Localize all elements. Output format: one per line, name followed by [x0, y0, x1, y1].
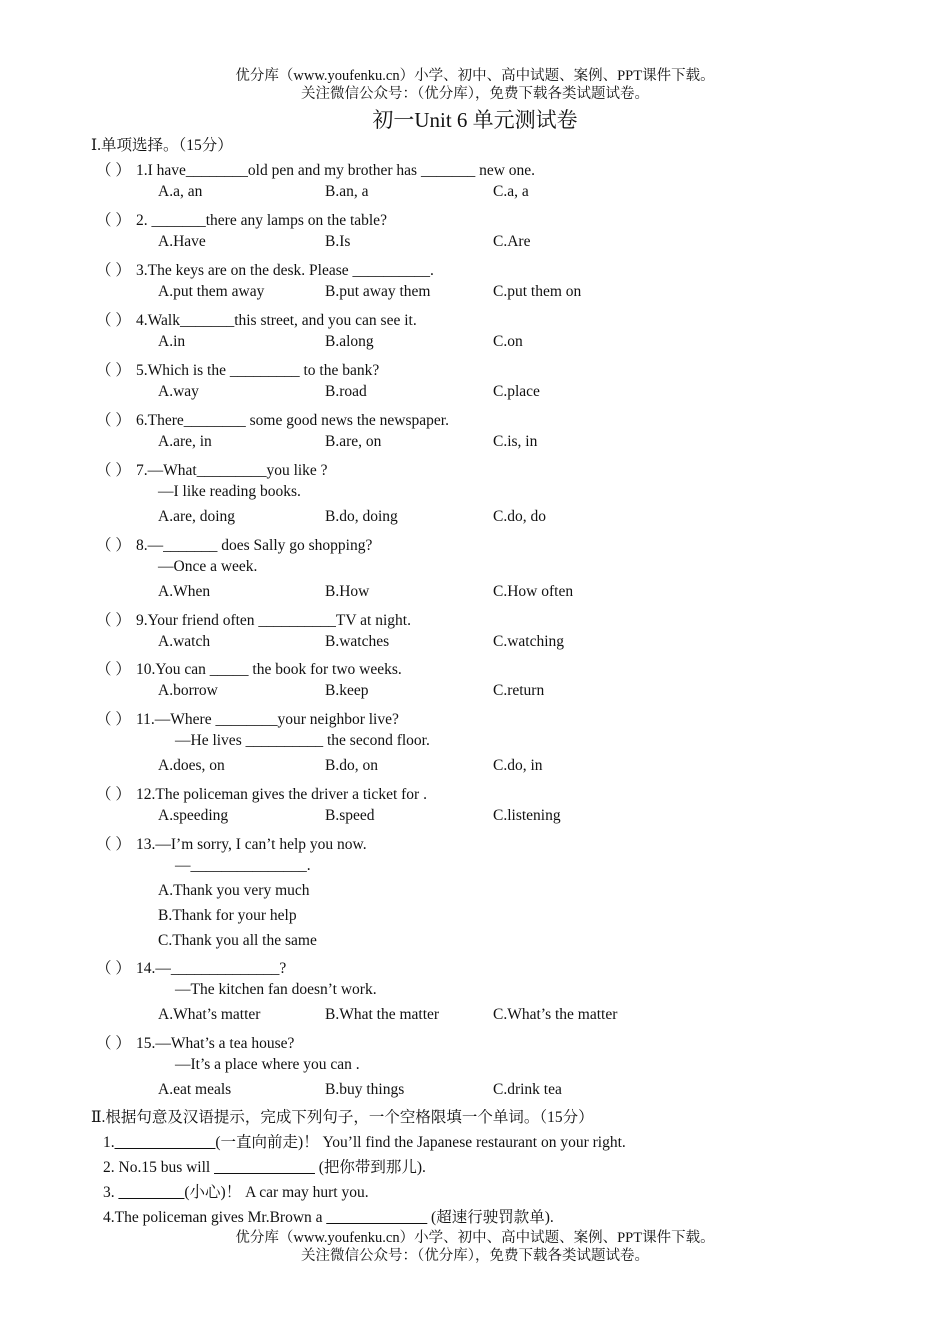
option-b: B.watches [325, 633, 390, 650]
question-7 [96, 458, 328, 480]
option-a: A.speeding [158, 807, 229, 824]
fill-item-1 [103, 1130, 626, 1152]
question-1 [96, 158, 535, 180]
question-stem: 2. _______there any lamps on the table? [136, 212, 387, 229]
question-stem: 6.There________ some good news the newspaper. [136, 412, 449, 429]
fill-text: (一直向前走)！ You’ll find the Japanese restaurant on your right. [215, 1134, 626, 1151]
option-a: A.way [158, 383, 199, 400]
question-5-options [158, 383, 858, 405]
answer-paren[interactable]: （ ） [96, 312, 131, 329]
fill-prefix: 3. [103, 1184, 119, 1201]
fill-item-4 [103, 1205, 554, 1227]
option-c: C.listening [493, 807, 561, 824]
option-b: B.Thank for your help [158, 907, 297, 924]
option-a: A.a, an [158, 183, 203, 200]
answer-paren[interactable]: （ ） [96, 262, 131, 279]
question-stem: 3.The keys are on the desk. Please __________. [136, 262, 434, 279]
option-b: B.speed [325, 807, 375, 824]
page-title: 初一Unit 6 单元测试卷 [372, 108, 578, 132]
option-c: C.How often [493, 583, 574, 600]
question-7-options [158, 508, 858, 530]
question-8 [96, 533, 372, 555]
question-8-options [158, 583, 858, 605]
fill-text: (超速行驶罚款单). [427, 1209, 554, 1226]
question-10-options [158, 682, 858, 704]
option-c: C.do, in [493, 757, 543, 774]
question-11-options [158, 757, 858, 779]
question-14-options [158, 1006, 858, 1028]
header-line-2: 关注微信公众号：（优分库），免费下载各类试题试卷。 [301, 86, 649, 102]
fill-blanks[interactable]: ____ ____ ____ [114, 1134, 216, 1151]
question-stem: 8.—_______ does Sally go shopping? [136, 537, 373, 554]
question-stem: 4.Walk_______this street, and you can see it. [136, 312, 417, 329]
question-stem: 15.—What’s a tea house? [136, 1035, 295, 1052]
question-7-answer: —I like reading books. [158, 483, 301, 500]
fill-blanks[interactable]: ____ ____ [118, 1184, 185, 1201]
option-a: A.are, in [158, 433, 212, 450]
fill-text: (把你带到那儿). [314, 1159, 426, 1176]
option-a: A.Have [158, 233, 206, 250]
answer-paren[interactable]: （ ） [96, 960, 131, 977]
option-b: B.road [325, 383, 367, 400]
page-header [0, 67, 950, 103]
option-b: B.are, on [325, 433, 382, 450]
question-12 [96, 782, 427, 804]
option-a: A.in [158, 333, 186, 350]
option-c: C.watching [493, 633, 565, 650]
option-b: B.along [325, 333, 374, 350]
option-c: C.put them on [493, 283, 582, 300]
option-a: A.borrow [158, 682, 218, 699]
answer-paren[interactable]: （ ） [96, 612, 131, 629]
answer-paren[interactable]: （ ） [96, 661, 131, 678]
answer-paren[interactable]: （ ） [96, 836, 131, 853]
question-4 [96, 308, 417, 330]
answer-paren[interactable]: （ ） [96, 711, 131, 728]
question-11-answer: —He lives __________ the second floor. [175, 732, 430, 749]
option-a: A.are, doing [158, 508, 236, 525]
question-stem: 14.—______________? [136, 960, 287, 977]
question-stem: 1.I have________old pen and my brother has _______ new one. [136, 162, 536, 179]
fill-prefix: 2. No.15 bus will [103, 1159, 215, 1176]
option-c: C.drink tea [493, 1081, 562, 1098]
question-1-options [158, 183, 858, 205]
question-stem: 7.—What_________you like ? [136, 462, 328, 479]
answer-paren[interactable]: （ ） [96, 786, 131, 803]
question-2 [96, 208, 387, 230]
option-b: B.Is [325, 233, 351, 250]
question-8-answer: —Once a week. [158, 558, 258, 575]
fill-prefix: 1. [103, 1134, 115, 1151]
question-3 [96, 258, 434, 280]
question-6 [96, 408, 449, 430]
fill-item-3 [103, 1180, 369, 1202]
fill-prefix: 4.The policeman gives Mr.Brown a [103, 1209, 327, 1226]
option-c: C.is, in [493, 433, 538, 450]
question-stem: 10.You can _____ the book for two weeks. [136, 661, 402, 678]
option-c: C.on [493, 333, 523, 350]
question-stem: 11.—Where ________your neighbor live? [136, 711, 399, 728]
option-a: A.What’s matter [158, 1006, 261, 1023]
question-13 [96, 832, 367, 854]
question-14 [96, 956, 286, 978]
answer-paren[interactable]: （ ） [96, 412, 131, 429]
answer-paren[interactable]: （ ） [96, 1035, 131, 1052]
question-stem: 13.—I’m sorry, I can’t help you now. [136, 836, 367, 853]
option-b: B.do, doing [325, 508, 398, 525]
question-14-answer: —The kitchen fan doesn’t work. [175, 981, 377, 998]
option-c: C.a, a [493, 183, 529, 200]
fill-text: (小心)！ A car may hurt you. [184, 1184, 369, 1201]
option-a: A.When [158, 583, 211, 600]
question-15 [96, 1031, 294, 1053]
option-a: A.does, on [158, 757, 225, 774]
option-b: B.keep [325, 682, 369, 699]
question-11 [96, 707, 399, 729]
answer-paren[interactable]: （ ） [96, 162, 131, 179]
fill-blanks[interactable]: ____ ____ ____ [326, 1209, 428, 1226]
question-3-options [158, 283, 858, 305]
footer-line-1: 优分库（www.youfenku.cn）小学、初中、高中试题、案例、PPT课件下载。 [235, 1230, 715, 1246]
answer-paren[interactable]: （ ） [96, 462, 131, 479]
question-6-options [158, 433, 858, 455]
question-stem: 5.Which is the _________ to the bank? [136, 362, 380, 379]
question-10 [96, 657, 402, 679]
question-4-options [158, 333, 858, 355]
fill-blanks[interactable]: ____ ____ ____ [214, 1159, 315, 1176]
answer-paren[interactable]: （ ） [96, 212, 131, 229]
option-a: A.Thank you very much [158, 882, 310, 899]
option-b: B.How [325, 583, 370, 600]
question-13-answer: —_______________. [175, 857, 311, 874]
option-c: C.do, do [493, 508, 546, 525]
section-2-heading: Ⅱ.根据句意及汉语提示，完成下列句子，一个空格限填一个单词。（15分） [91, 1109, 594, 1126]
fill-item-2 [103, 1155, 426, 1177]
option-b: B.What the matter [325, 1006, 440, 1023]
question-9 [96, 608, 411, 630]
question-2-options [158, 233, 858, 255]
question-stem: 12.The policeman gives the driver a ticket for . [136, 786, 427, 803]
option-a: A.watch [158, 633, 211, 650]
section-1-heading: Ⅰ.单项选择。（15分） [91, 137, 233, 154]
option-c: C.return [493, 682, 545, 699]
option-b: B.put away them [325, 283, 431, 300]
option-b: B.an, a [325, 183, 369, 200]
question-12-options [158, 807, 858, 829]
question-15-answer: —It’s a place where you can . [175, 1056, 360, 1073]
page-footer [0, 1229, 950, 1265]
option-c: C.Are [493, 233, 531, 250]
option-a: A.put them away [158, 283, 265, 300]
footer-line-2: 关注微信公众号：（优分库），免费下载各类试题试卷。 [301, 1248, 649, 1264]
option-b: B.buy things [325, 1081, 405, 1098]
option-c: C.Thank you all the same [158, 932, 317, 949]
question-15-options [158, 1081, 858, 1103]
question-5 [96, 358, 379, 380]
question-stem: 9.Your friend often __________TV at night. [136, 612, 411, 629]
option-c: C.What’s the matter [493, 1006, 618, 1023]
option-a: A.eat meals [158, 1081, 232, 1098]
answer-paren[interactable]: （ ） [96, 362, 131, 379]
option-c: C.place [493, 383, 540, 400]
question-9-options [158, 633, 858, 655]
option-b: B.do, on [325, 757, 378, 774]
header-line-1: 优分库（www.youfenku.cn）小学、初中、高中试题、案例、PPT课件下载。 [235, 68, 715, 84]
answer-paren[interactable]: （ ） [96, 537, 131, 554]
